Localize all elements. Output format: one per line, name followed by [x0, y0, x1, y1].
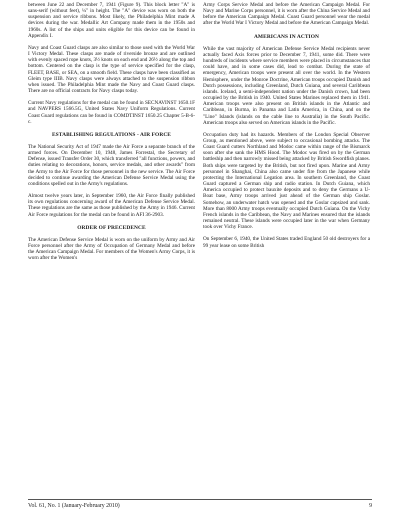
body-paragraph: Current Navy regulations for the medal can be found in SECNAVINST 1650.1F and NAVPERS 1566.5G, United States Navy Uniform Regulations. Current Coast Guard regulations can be found in COMDTINST 1650.25 Chapter 5-B-6-c.: [28, 100, 195, 125]
body-paragraph: The American Defense Service Medal is worn on the uniform by Army and Air Force personnel after the Army of Occupation of Germany Medal and before the American Campaign Medal. For members of the Women's Army Corps, it is worn after the Women's: [28, 236, 195, 262]
page-number: 9: [369, 503, 372, 509]
body-paragraph: On September 6, 1940, the United States traded England 50 old destroyers for a 99 year lease on some British: [203, 236, 370, 249]
body-paragraph: Almost twelve years later, in September 1960, the Air Force finally published its own regulations concerning award of the American Defense Service Medal. These regulations are the same as those published by the Army in 1946. Current Air Force regulations for the medal can be found in AFI 36-2903.: [28, 193, 195, 218]
body-paragraph: Occupation duty had its hazards. Members of the London Special Observer Group, as mentioned above, were subject to occasional bombing attacks. The Coast Guard cutters Northland and Modoc came within range of the Bismarck soon after she sank the HMS Hood. The Modoc was fired on by the German battleship and then narrowly missed being attacked by British Swordfish planes. Both ships were targeted by the British, but not fired upon. Marine and Army personnel in Shanghai, China also came under fire from the Japanese while protecting the International Legation area. In southern Greenland, the Coast Guard captured a German ship and radio station. In Dutch Guiana, which America occupied to protect bauxite deposits and to deny the Germans a U-Boat base, Army troops arrived just ahead of the German ship Goslar. Somehow, an underwater hatch was opened and the Goslar capsized and sank. More than 8000 Army troops eventually occupied Dutch Guiana. On the Vichy French islands in the Caribbean, the Navy and Marines ensured that the islands remained neutral. These islands were occupied later in the war when Germany took over Vichy France.: [203, 131, 370, 231]
section-heading: ORDER OF PRECEDENCE: [77, 224, 146, 231]
issue-label: Vol. 61, No. 1 (January-February 2010): [28, 503, 120, 509]
body-paragraph: between June 22 and December 7, 1941 (Figure 9). This block letter "A" is sans-serif (without feet), ¼" in height. The "A" device was worn on both the suspension and service ribbons. Most likely, the Philadelphia Mint made A devices during the war. Medallic Art Company made them in the 1950s and 1960s. A list of the ships and units eligible for this device can be found in Appendix I.: [28, 2, 195, 39]
right-column: [203, 2, 370, 249]
body-paragraph: Army Corps Service Medal and before the American Campaign Medal. For Navy and Marine Corps personnel, it is worn after the China Service Medal and before the American Campaign Medal. Coast Guard personnel wear the medal after the World War I Victory Medal and before the American Campaign Medal.: [203, 2, 370, 27]
body-paragraph: Navy and Coast Guard clasps are also similar to those used with the World War I Victory Medal. These clasps are made of riverside bronze and are outlined with evenly spaced rope knots, 3½ knots on each end and 26½ along the top and bottom. Centered on the clasp is the type of service specified for the clasp, FLEET, BASE, or SEA, on a smooth field. These clasps have been classified as Gleim type IIIB. Navy clasps were always attached to the suspension ribbon when issued. The Philadelphia Mint made the Navy and Coast Guard clasps. There are no official contracts for Navy clasps today.: [28, 44, 195, 95]
page-footer: [28, 499, 372, 510]
section-heading: ESTABLISHING REGULATIONS - AIR FORCE: [51, 131, 172, 138]
left-column: [28, 2, 195, 262]
body-paragraph: The National Security Act of 1947 made the Air Force a separate branch of the armed forces. On December 10, 1948, James Forrestal, the Secretary of Defense, issued Transfer Order 30, which transferred "all functions, powers, and duties relating to decorations, honors, service medals, and other awards" from the Army to the Air Force for those personnel in the new service. The Air Force decided to continue awarding the American Defense Service Medal using the conditions spelled out in the Army's regulations.: [28, 144, 195, 187]
body-paragraph: While the vast majority of American Defense Service Medal recipients never actually faced Axis forces prior to December 7, 1941, some did. There were hundreds of incidents where service members were placed in circumstances that could have, and in some cases did, lead to combat. During the state of emergency, American troops were present all over the world. In the Western Hemisphere, under the Monroe Doctrine, American troops occupied Danish and Dutch possessions, including Greenland, Dutch Guiana, and several Caribbean islands. Iceland, a semi-independent nation under the Danish crown, had been occupied by the British in 1940. United States Marines replaced them in 1941. American troops were also present on British islands in the Atlantic and Caribbean, in Burma, in Panama and Latin America, in China, and on the "Line" Islands (islands on the cable line to Australia) in the South Pacific. American troops also served on American islands in the Pacific.: [203, 45, 370, 126]
section-heading: AMERICANS IN ACTION: [253, 33, 320, 40]
